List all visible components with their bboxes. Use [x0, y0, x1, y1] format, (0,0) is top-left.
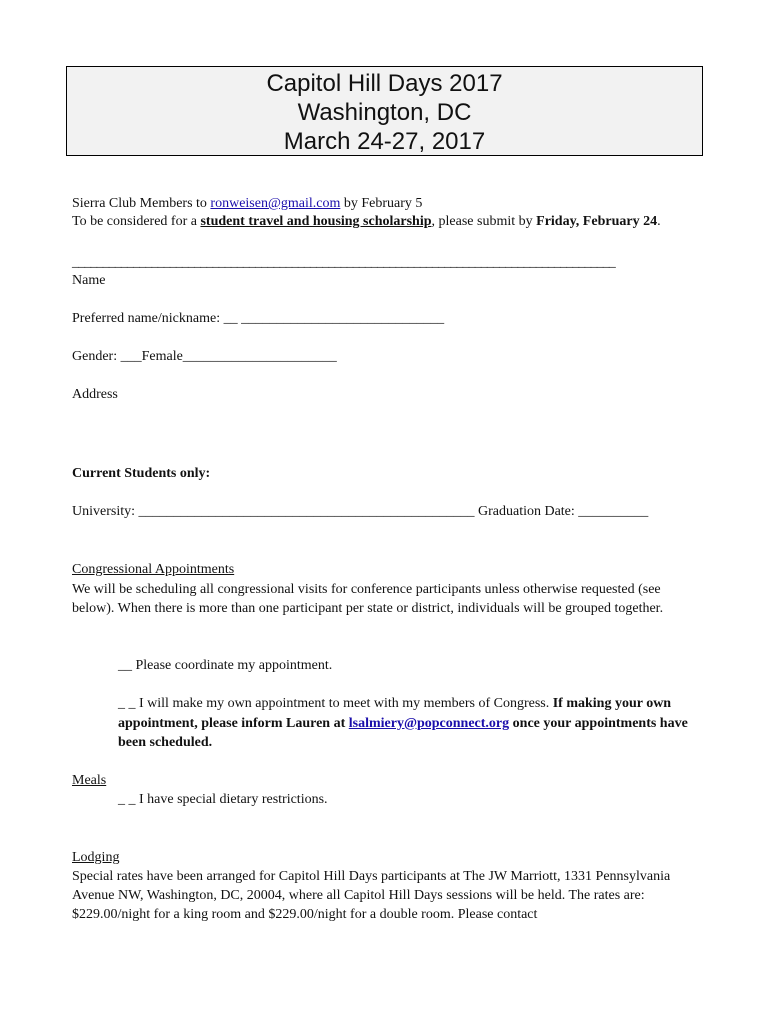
scholarship-text-end: .: [657, 214, 661, 229]
dietary-restrictions-option[interactable]: _ _ I have special dietary restrictions.: [118, 792, 328, 807]
lodging-heading: Lodging: [72, 850, 120, 865]
name-field-line[interactable]: _________________________________________________________________________________________: [72, 255, 615, 270]
university-field[interactable]: University: ________________________________________________ Graduation Date: __________: [72, 504, 649, 519]
address-label: Address: [72, 387, 118, 402]
students-only-heading: Current Students only:: [72, 466, 211, 481]
nickname-field[interactable]: Preferred name/nickname: __ _____________________________: [72, 311, 445, 326]
appointments-heading: Congressional Appointments: [72, 562, 235, 577]
intro-line-scholarship: [72, 213, 661, 231]
own-appointment-instructions: If making your own appointment, please inform Lauren at: [118, 696, 672, 731]
intro-line-members: [72, 195, 422, 213]
submission-email-link[interactable]: ronweisen@gmail.com: [210, 196, 341, 211]
lodging-body: Special rates have been arranged for Capitol Hill Days participants at The JW Marriott, 1331 Pennsylvania Avenue NW, Washington, DC, 20004, where all Capitol Hill Days sessions will be held. The rates are: $229.00/night for a king room and $229.00/night for a double room. Please contact: [72, 869, 671, 922]
intro-deadline-text: by February 5: [340, 196, 423, 211]
coordinate-appointment-option[interactable]: __ Please coordinate my appointment.: [118, 658, 333, 673]
own-appointment-option[interactable]: [118, 694, 708, 753]
meals-heading: Meals: [72, 773, 107, 788]
scholarship-text-mid: , please submit by: [431, 214, 537, 229]
scholarship-deadline: Friday, February 24: [536, 214, 658, 229]
name-label: Name: [72, 273, 106, 288]
appointments-body: We will be scheduling all congressional visits for conference participants unless otherwise requested (see below). When there is more than one participant per state or district, individuals will be grouped together.: [72, 582, 664, 616]
event-location: Washington, DC: [297, 99, 472, 126]
scholarship-text: To be considered for a: [72, 214, 201, 229]
gender-field[interactable]: Gender: ___Female______________________: [72, 349, 337, 364]
event-title: Capitol Hill Days 2017: [266, 70, 503, 97]
own-appointment-instructions-end: once your appointments have been scheduled.: [118, 715, 688, 750]
scholarship-name: student travel and housing scholarship: [200, 214, 432, 229]
title-box: [66, 66, 703, 156]
lauren-email-link[interactable]: lsalmiery@popconnect.org: [348, 715, 510, 731]
intro-text: Sierra Club Members to: [72, 196, 211, 211]
event-dates: March 24-27, 2017: [283, 128, 486, 155]
own-appointment-text: _ _ I will make my own appointment to meet with my members of Congress.: [118, 696, 553, 711]
